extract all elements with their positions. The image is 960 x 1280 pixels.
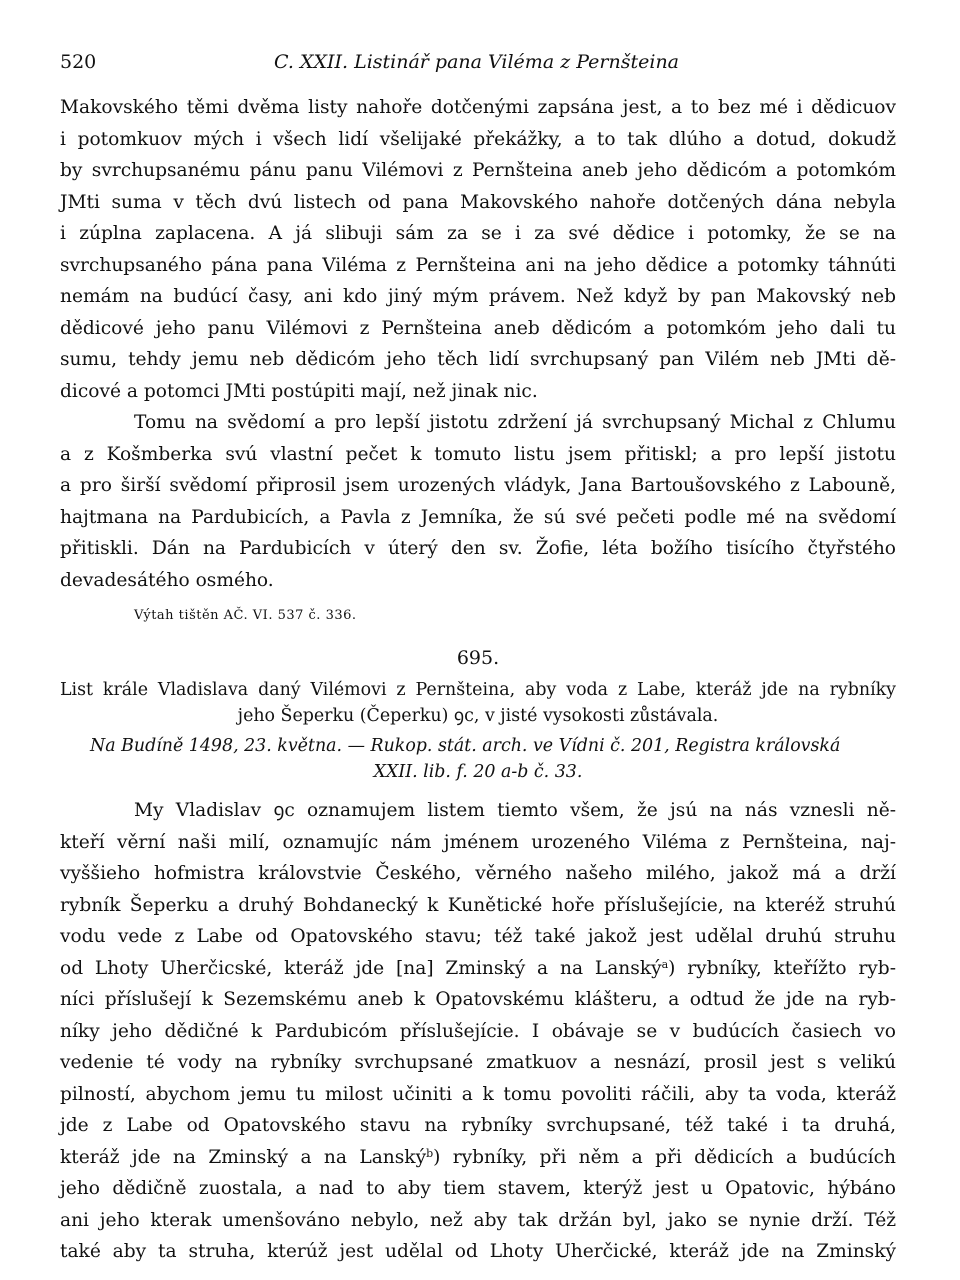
document-regest — [60, 677, 896, 729]
text-segment: kteráž jde na Zminský a na Lanský — [60, 1146, 427, 1168]
text-line: vedenie té vody na rybníky svrchupsané zmatkuov a nesnází, prosil jest s velikú — [60, 1052, 896, 1073]
text-line: JMti suma v těch dvú listech od pana Makovského nahoře dotčených dána nebyla — [60, 191, 896, 213]
text-line: by svrchupsanému pánu panu Vilémovi z Pernšteina aneb jeho dědicóm a potomkóm — [60, 160, 896, 181]
document-text — [60, 795, 896, 1268]
previous-document-text — [60, 92, 896, 627]
text-line: kteří věrní naši milí, oznamujíc nám jménem urozeného Viléma z Pernšteina, naj- — [60, 831, 896, 853]
text-line: i potomkuov mých i všech lidí všelijaké překážky, a to tak dlúho a dotud, dokudž — [60, 128, 896, 150]
text-line: devadesátého osmého. — [60, 569, 274, 591]
text-line: ani jeho kterak umenšováno nebylo, než aby tak držán byl, jako se nynie drží. Též — [60, 1209, 896, 1231]
text-line: a pro širší svědomí připrosil jsem urozených vládyk, Jana Bartoušovského z Labouně, — [60, 475, 896, 496]
text-line: vyššieho hofmistra královstvie Českého, věrného našeho milého, jakož má a drží — [60, 863, 896, 884]
source-line: XXII. lib. f. 20 a-b č. 33. — [373, 762, 583, 782]
text-line: přitiskli. Dán na Pardubicích v úterý den sv. Žofie, léta božího tisícího čtyřstého — [60, 538, 896, 559]
text-line: a z Košmberka svú vlastní pečet k tomuto listu jsem přitiskl; a pro lepší jistotu — [60, 443, 896, 465]
text-line: jeho dědičně zuostala, a nad to aby tiem stavem, kterýž jest u Opatovic, hýbáno — [60, 1178, 896, 1199]
footnote-marker: a — [661, 957, 669, 971]
text-line: i zúplna zaplacena. A já slibuji sám za se i za své dědice i potomky, že se na — [60, 223, 896, 244]
text-line: jde z Labe od Opatovského stavu na rybníky svrchupsané, též také i ta druhá, — [60, 1115, 896, 1136]
text-line: pilností, abychom jemu tu milost učiniti a k tomu povoliti ráčili, aby ta voda, kteráž — [60, 1083, 896, 1105]
text-line: nemám na budúcí časy, ani kdo jiný mým právem. Než když by pan Makovský neb — [60, 286, 896, 307]
text-line: níci příslušejí k Sezemskému aneb k Opatovskému klášteru, a odtud že jde na ryb- — [60, 989, 896, 1010]
document-number: 695. — [456, 647, 500, 669]
regest-line: jeho Šeperku (Čeperku) ꝯc, v jisté vysokosti zůstávala. — [237, 706, 719, 726]
text-line: dicové a potomci JMti postúpiti mají, než jinak nic. — [60, 380, 538, 402]
text-line: dědicové jeho panu Vilémovi z Pernšteina aneb dědicóm a potomkóm jeho dali tu — [60, 317, 896, 339]
text-line-with-footnote — [60, 1142, 896, 1174]
running-title: C. XXII. Listinář pana Viléma z Pernšteina — [274, 51, 680, 73]
text-line-with-footnote — [60, 953, 896, 985]
text-line: rybník Šeperku a druhý Bohdanecký k Kunětické hoře příslušejície, na kteréž struhú — [60, 894, 896, 916]
source-reference — [60, 733, 896, 785]
text-line: také aby ta struha, kterúž jest udělal od Lhoty Uherčické, kteráž jde na Zminský — [60, 1241, 896, 1262]
document-page — [60, 46, 896, 1268]
text-line: hajtmana na Pardubicích, a Pavla z Jemníka, že sú své pečeti podle mé na svědomí — [60, 506, 896, 528]
page-number: 520 — [60, 51, 97, 73]
text-line: sumu, tehdy jemu neb dědicóm jeho těch lidí svrchupsaný pan Vilém neb JMti dě- — [60, 349, 896, 370]
text-line: Makovského těmi dvěma listy nahoře dotčenými zapsána jest, a to bez mé i dědicuov — [60, 97, 896, 118]
edition-note: Výtah tištěn AČ. VI. 537 č. 336. — [134, 608, 357, 623]
regest-line: List krále Vladislava daný Vilémovi z Pernšteina, aby voda z Labe, kteráž jde na rybníky — [60, 680, 896, 700]
source-line: Na Budíně 1498, 23. května. — Rukop. stát. arch. ve Vídni č. 201, Registra královská — [90, 736, 841, 756]
footnote-marker: b — [426, 1146, 434, 1160]
text-line: níky jeho dědičné k Pardubicóm příslušejície. I obávaje se v budúcích časiech vo — [60, 1020, 896, 1042]
text-segment: ) rybníky, kteřížto ryb- — [668, 957, 896, 979]
running-head — [60, 46, 896, 78]
text-line: vodu vede z Labe od Opatovského stavu; též také jakož jest udělal druhú struhu — [60, 926, 896, 947]
text-segment: ) rybníky, při něm a při dědicích a budúcích — [433, 1146, 896, 1168]
text-line: svrchupsaného pána pana Viléma z Pernšteina ani na jeho dědice a potomky táhnúti — [60, 254, 896, 276]
text-segment: od Lhoty Uherčicské, kteráž jde [na] Zminský a na Lanský — [60, 957, 662, 979]
text-line: My Vladislav ꝯc oznamujem listem tiemto všem, že jsú na nás vznesli ně- — [134, 800, 896, 821]
text-line: Tomu na svědomí a pro lepší jistotu zdržení já svrchupsaný Michal z Chlumu — [134, 412, 896, 433]
